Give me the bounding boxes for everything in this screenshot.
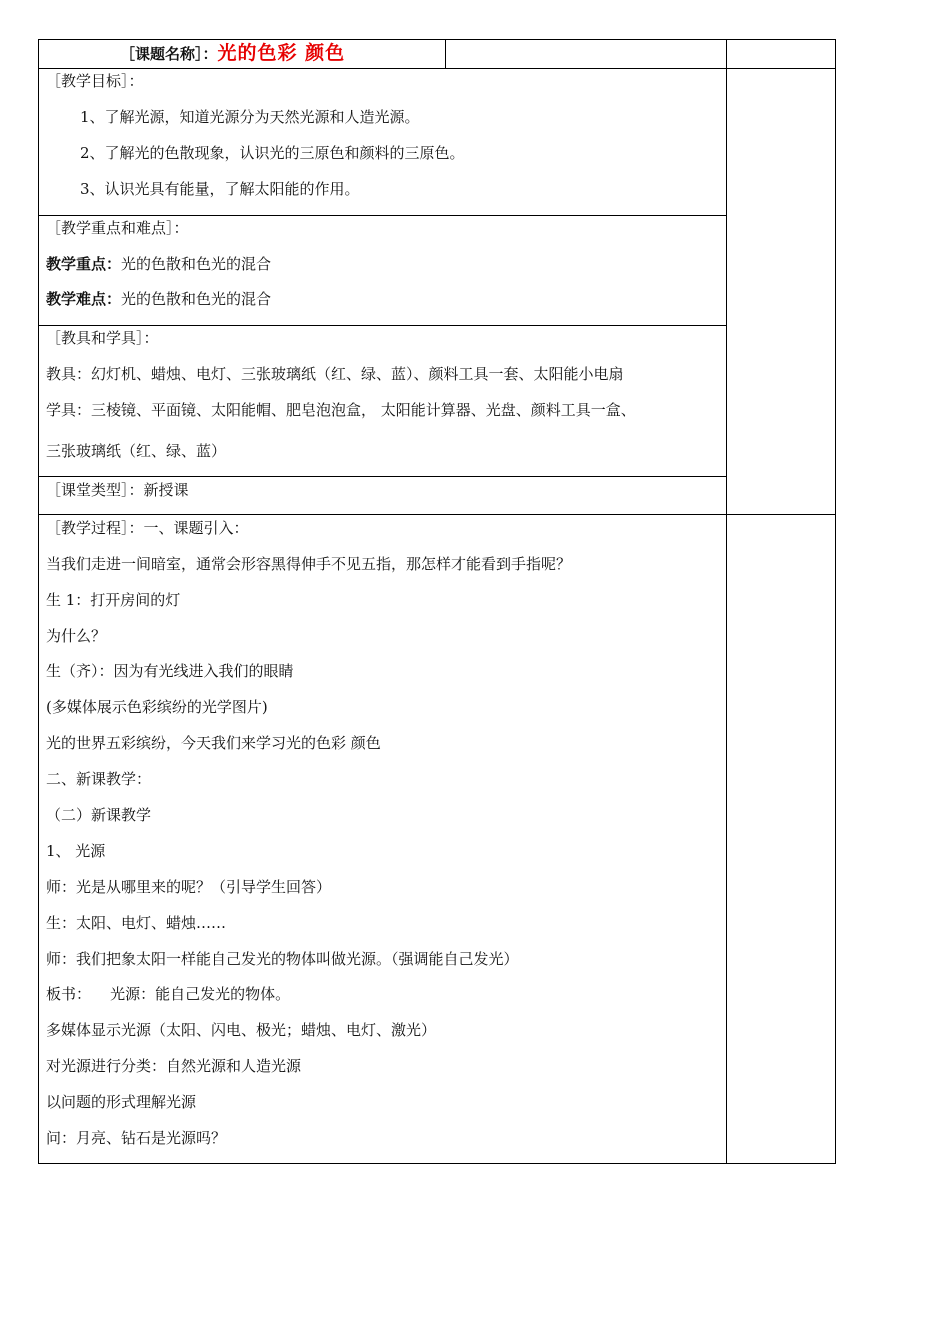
student-tools-line1: 学具：三棱镜、平面镜、太阳能帽、肥皂泡泡盒， 太阳能计算器、光盘、颜料工具一盒、 (46, 401, 636, 419)
row-divider-keypoints (38, 325, 727, 326)
class-type: ［课堂类型］：新授课 (46, 481, 189, 499)
process-line: (多媒体展示色彩缤纷的光学图片) (46, 698, 268, 716)
process-line: 生：太阳、电灯、蜡烛…… (46, 914, 227, 932)
column-divider (726, 39, 727, 1164)
row-divider-header (38, 68, 836, 69)
focus-label: 教学重点： (46, 255, 122, 273)
teacher-tools: 教具：幻灯机、蜡烛、电灯、三张玻璃纸（红、绿、蓝）、颜料工具一套、太阳能小电扇 (46, 365, 624, 383)
lesson-title-row (120, 41, 345, 66)
process-line: 板书： 光源：能自己发光的物体。 (46, 985, 291, 1003)
difficulty-text: 光的色散和色光的混合 (121, 290, 272, 308)
student-tools-line2: 三张玻璃纸（红、绿、蓝） (46, 442, 227, 460)
process-line: ［教学过程］：一、课题引入： (46, 519, 249, 537)
process-line: 光的世界五彩缤纷，今天我们来学习光的色彩 颜色 (46, 734, 381, 752)
table-border-right (835, 39, 836, 1164)
table-border-bottom (38, 1163, 836, 1164)
process-line: 师：我们把象太阳一样能自己发光的物体叫做光源。（强调能自己发光） (46, 950, 519, 968)
process-line: 当我们走进一间暗室，通常会形容黑得伸手不见五指，那怎样才能看到手指呢？ (46, 555, 572, 573)
row-divider-goals (38, 215, 727, 216)
process-line: 1、 光源 (46, 842, 106, 860)
header-divider (445, 39, 446, 69)
goals-heading: ［教学目标］： (46, 72, 144, 90)
keypoints-heading: ［教学重点和难点］： (46, 219, 189, 237)
process-line: 二、新课教学： (46, 770, 152, 788)
goal-item: 2、了解光的色散现象，认识光的三原色和颜料的三原色。 (80, 144, 465, 162)
focus-text: 光的色散和色光的混合 (121, 255, 272, 273)
table-border-top (38, 39, 836, 40)
process-line: 以问题的形式理解光源 (46, 1093, 197, 1111)
process-line: 对光源进行分类：自然光源和人造光源 (46, 1057, 302, 1075)
process-line: 为什么？ (46, 627, 107, 645)
lesson-title-label: ［课题名称］： (120, 45, 218, 63)
difficulty-line (46, 289, 271, 309)
process-line: 多媒体显示光源（太阳、闪电、极光；蜡烛、电灯、激光） (46, 1021, 437, 1039)
focus-line (46, 254, 271, 274)
process-line: 生（齐）：因为有光线进入我们的眼睛 (46, 662, 294, 680)
goal-item: 3、认识光具有能量，了解太阳能的作用。 (80, 180, 360, 198)
tools-heading: ［教具和学具］： (46, 329, 159, 347)
row-divider-classtype (38, 514, 836, 515)
difficulty-label: 教学难点： (46, 290, 122, 308)
process-line: （二）新课教学 (46, 806, 152, 824)
row-divider-tools (38, 476, 727, 477)
process-line: 师：光是从哪里来的呢？（引导学生回答） (46, 878, 332, 896)
goal-item: 1、了解光源，知道光源分为天然光源和人造光源。 (80, 108, 420, 126)
lesson-title: 光的色彩 颜色 (217, 42, 346, 64)
table-border-left (38, 39, 39, 1164)
process-line: 问：月亮、钻石是光源吗？ (46, 1129, 227, 1147)
process-line: 生 1：打开房间的灯 (46, 591, 181, 609)
